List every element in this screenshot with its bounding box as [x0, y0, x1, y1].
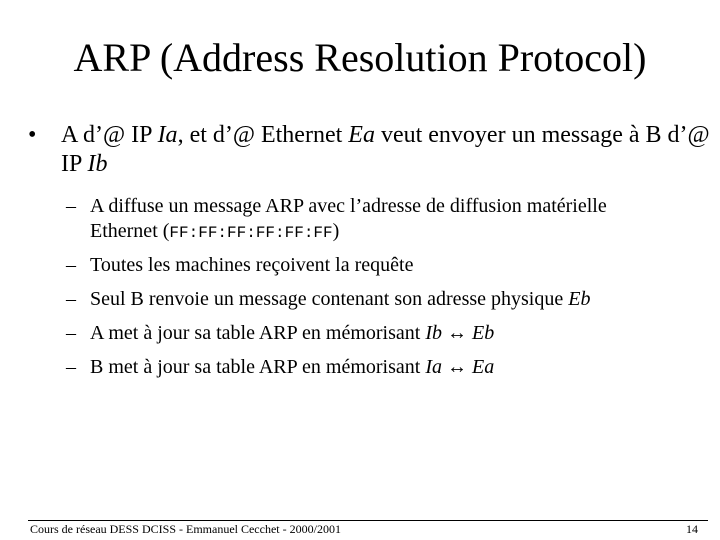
sub-bullet-list: [0, 194, 720, 389]
sub-bullet-reply: [0, 287, 720, 321]
dash-marker: –: [66, 254, 76, 276]
sub-bullet-text: [90, 287, 720, 312]
bullet-marker: •: [28, 122, 37, 148]
footer-divider: [28, 520, 708, 521]
text-segment: veut envoyer un message à B d’@ IP: [61, 122, 710, 177]
text-segment: A d’@ IP: [61, 122, 158, 148]
sub-bullet-line: A diffuse un message ARP avec l’adresse de diffusion matérielle: [90, 195, 607, 217]
var-ea: Ea: [348, 122, 375, 148]
sub-bullet-text: [90, 355, 720, 380]
var-ib: Ib: [425, 322, 442, 344]
var-ia: Ia: [425, 356, 442, 378]
text-segment: Seul B renvoie un message contenant son adresse physique: [90, 288, 569, 310]
var-ea: Ea: [471, 356, 495, 378]
var-ib: Ib: [87, 151, 108, 177]
dash-marker: –: [66, 288, 76, 310]
text-segment: B met à jour sa table ARP en mémorisant: [90, 356, 426, 378]
sub-bullet-b-update: [0, 355, 720, 389]
sub-bullet-text: [90, 321, 720, 346]
sub-bullet-broadcast: [0, 194, 720, 253]
text-segment: , et d’@ Ethernet: [177, 122, 349, 148]
sub-bullet-text: Toutes les machines reçoivent la requête: [90, 254, 414, 276]
double-arrow: ↔: [441, 322, 472, 344]
var-ia: Ia: [157, 122, 178, 148]
broadcast-mac-address: FF:FF:FF:FF:FF:FF: [169, 224, 333, 242]
slide-title: ARP (Address Resolution Protocol): [73, 35, 647, 80]
text-segment: Ethernet (: [90, 220, 170, 242]
text-segment: ): [332, 220, 340, 242]
sub-bullet-a-update: [0, 321, 720, 355]
sub-bullet-line: [90, 219, 720, 246]
sub-bullet-receive: [0, 253, 720, 287]
text-segment: A met à jour sa table ARP en mémorisant: [90, 322, 426, 344]
double-arrow: ↔: [441, 356, 472, 378]
var-eb: Eb: [568, 288, 591, 310]
footer-course-credit: Cours de réseau DESS DCISS - Emmanuel Cecchet - 2000/2001: [30, 522, 341, 536]
page-number: 14: [686, 522, 698, 536]
var-eb: Eb: [471, 322, 495, 344]
dash-marker: –: [66, 322, 76, 344]
dash-marker: –: [66, 356, 76, 378]
dash-marker: –: [66, 195, 76, 217]
main-bullet-text: [61, 121, 711, 179]
